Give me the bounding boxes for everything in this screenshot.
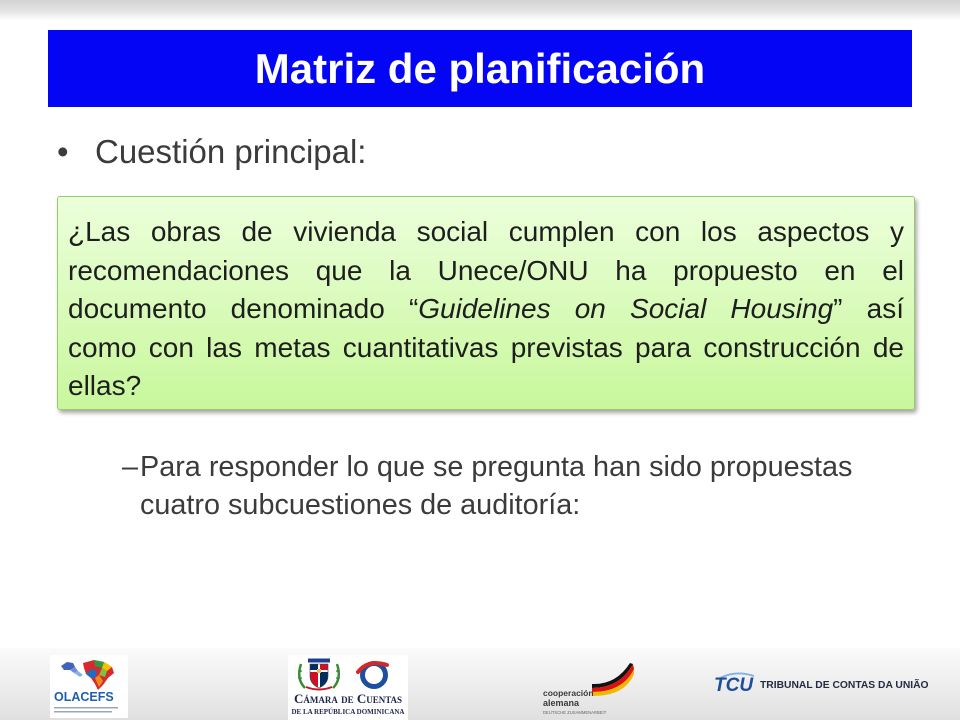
question-line-5: ellas? bbox=[68, 370, 142, 401]
tcu-full-name: TRIBUNAL DE CONTAS DA UNIÃO bbox=[760, 680, 929, 691]
camara-de-cuentas-logo bbox=[288, 655, 408, 720]
sub-bullet-text: Para responder lo que se pregunta han sido propuestas cuatro subcuestiones de auditoría: bbox=[140, 451, 853, 521]
question-line-2: recomendaciones que la Unece/ONU ha propuesto en el bbox=[68, 254, 904, 286]
german-flag-swoosh-icon bbox=[592, 662, 634, 698]
question-line-3-start: documento denominado “ bbox=[68, 293, 419, 324]
tcu-abbreviation: TCU bbox=[714, 675, 754, 696]
cooperacion-label: cooperación bbox=[543, 688, 594, 698]
alemana-label: alemana bbox=[543, 698, 580, 708]
olacefs-logo bbox=[50, 655, 128, 718]
guidelines-title-italic: Guidelines on Social Housing bbox=[418, 293, 834, 324]
camara-de-cuentas-subtitle: DE LA REPÚBLICA DOMINICANA bbox=[291, 708, 405, 716]
coat-of-arms-seal-icon bbox=[294, 657, 344, 691]
olacefs-fine-print-decoration bbox=[54, 706, 124, 716]
question-line-4: como con las metas cuantitativas previstas para construcción de bbox=[68, 331, 904, 363]
question-line-3-end: ” así bbox=[833, 293, 904, 324]
top-decorative-strip bbox=[0, 0, 960, 20]
sub-bullet-marker: – bbox=[122, 451, 139, 483]
main-bullet-text: Cuestión principal: bbox=[95, 133, 367, 170]
olacefs-map-logo-icon bbox=[58, 657, 120, 691]
slide-title: Matriz de planificación bbox=[254, 45, 706, 92]
bullet-marker: • bbox=[57, 133, 69, 170]
cooperacion-tagline: DEUTSCHE ZUSAMMENARBEIT bbox=[543, 710, 607, 715]
camara-circle-logo-icon bbox=[352, 657, 396, 691]
cooperacion-alemana-logo bbox=[540, 660, 636, 718]
olacefs-name: OLACEFS bbox=[54, 690, 114, 704]
question-line-1: ¿Las obras de vivienda social cumplen con los aspectos y bbox=[68, 216, 904, 247]
camara-de-cuentas-name: Cámara de Cuentas bbox=[293, 691, 403, 706]
tcu-logo bbox=[714, 674, 932, 698]
main-question-box bbox=[57, 196, 915, 410]
title-banner bbox=[48, 30, 912, 107]
question-line-3 bbox=[68, 290, 904, 329]
